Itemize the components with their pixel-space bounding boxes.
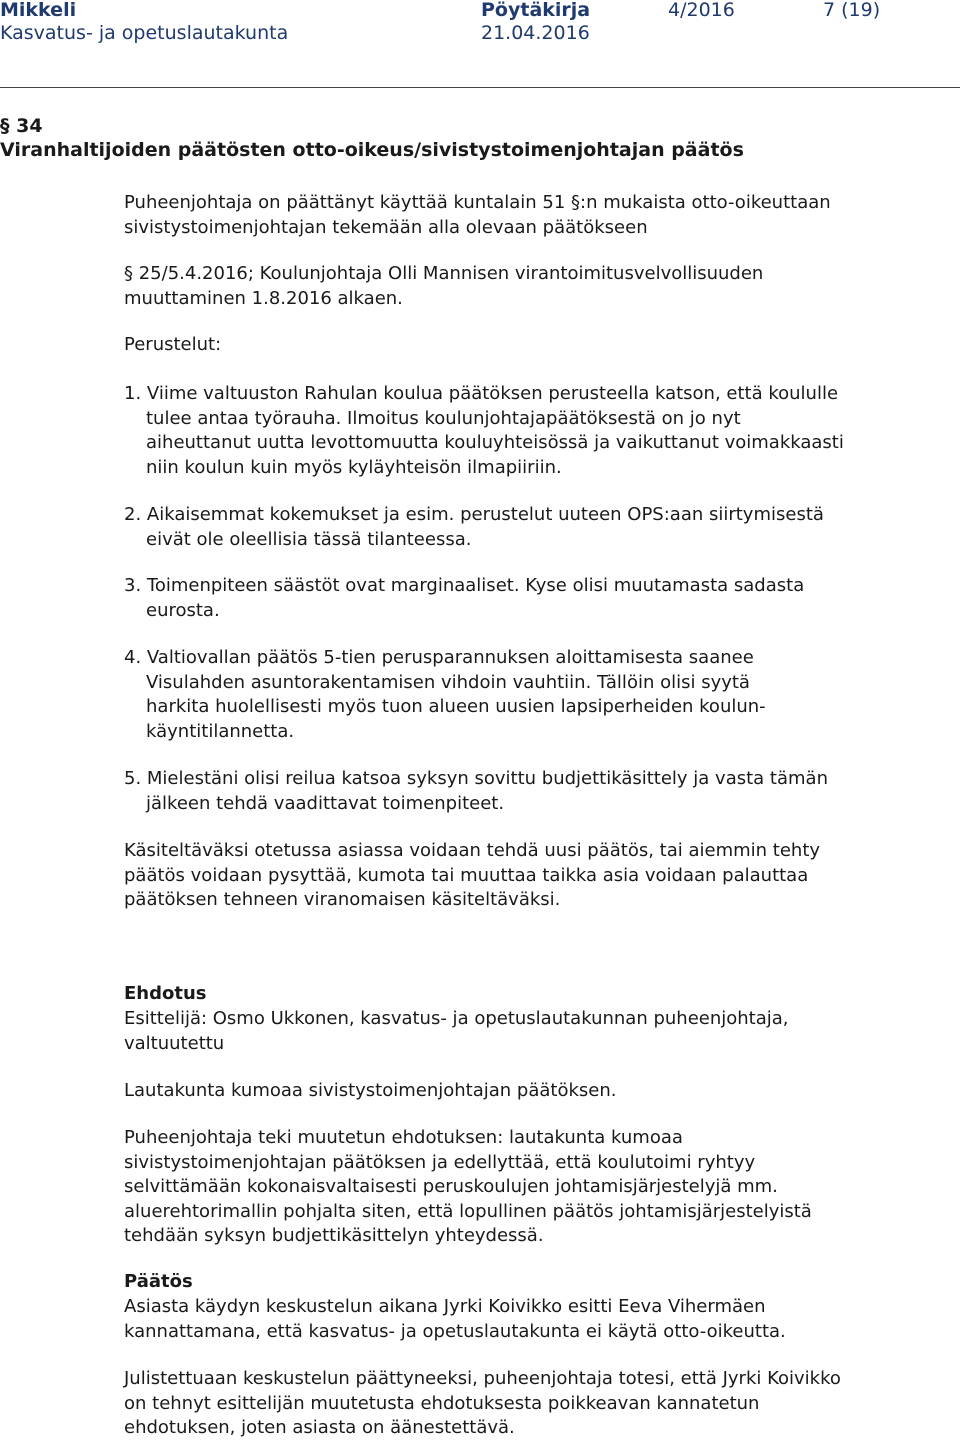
decision-heading: Päätös <box>124 1271 193 1292</box>
grounds-line: 1. Viime valtuuston Rahulan koulua päätöksen perusteella katson, että koululle <box>124 383 839 404</box>
process-line: päätöksen tehneen viranomaisen käsiteltäväksi. <box>124 889 561 910</box>
grounds-line: käyntitilannetta. <box>146 720 295 742</box>
header-page: 7 (19) <box>823 0 881 21</box>
grounds-line: 5. Mielestäni olisi reilua katsoa syksyn sovittu budjettikäsittely ja vasta tämän <box>124 768 828 789</box>
proposal-amended-line: selvittämään kokonaisvaltaisesti peruskoulujen johtamisjärjestelyjä mm. <box>124 1176 778 1197</box>
grounds-line: 4. Valtiovallan päätös 5-tien perusparannuksen aloittamisesta saanee <box>124 647 754 668</box>
decision-closing-line: on tehnyt esittelijän muutetusta ehdotuksesta poikkeavan kannatetun <box>124 1392 760 1414</box>
grounds-line: jälkeen tehdä vaadittavat toimenpiteet. <box>146 792 505 814</box>
proposal-heading: Ehdotus <box>124 983 207 1004</box>
section-number: § 34 <box>0 115 43 137</box>
header-divider <box>0 87 960 88</box>
grounds-line: Visulahden asuntorakentamisen vihdoin vauhtiin. Tällöin olisi syytä <box>146 671 750 693</box>
process-line: Käsiteltäväksi otetussa asiassa voidaan tehdä uusi päätös, tai aiemmin tehty <box>124 840 821 861</box>
decision-closing-line: ehdotuksen, joten asiasta on äänestettävä. <box>124 1417 515 1438</box>
grounds-item-3 <box>124 574 804 623</box>
header-date: 21.04.2016 <box>481 22 590 44</box>
grounds-item-4 <box>124 646 766 744</box>
process-line: päätös voidaan pysyttää, kumota tai muuttaa taikka asia voidaan palauttaa <box>124 864 809 886</box>
proposal-text: Lautakunta kumoaa sivistystoimenjohtajan päätöksen. <box>124 1080 617 1101</box>
grounds-line: eivät ole oleellisia tässä tilanteessa. <box>146 528 472 550</box>
grounds-item-2 <box>124 503 824 552</box>
header-doc-type: Pöytäkirja <box>481 0 591 21</box>
proposal-presenter <box>124 1007 789 1056</box>
proposal-amended-line: aluerehtorimallin pohjalta siten, että lopullinen päätös johtamisjärjestelyistä <box>124 1200 812 1222</box>
decision-reference-line: muuttaminen 1.8.2016 alkaen. <box>124 287 403 309</box>
proposal-presenter-line: Esittelijä: Osmo Ukkonen, kasvatus- ja opetuslautakunnan puheenjohtaja, <box>124 1008 789 1029</box>
grounds-line: niin koulun kuin myös kyläyhteisön ilmapiiriin. <box>146 456 562 478</box>
header-committee: Kasvatus- ja opetuslautakunta <box>0 22 289 44</box>
grounds-label: Perustelut: <box>124 334 222 355</box>
decision-line: kannattamana, että kasvatus- ja opetuslautakunta ei käytä otto-oikeutta. <box>124 1320 786 1342</box>
decision-reference-line: § 25/5.4.2016; Koulunjohtaja Olli Mannisen virantoimitusvelvollisuuden <box>124 263 764 284</box>
decision-line: Asiasta käydyn keskustelun aikana Jyrki Koivikko esitti Eeva Vihermäen <box>124 1296 766 1317</box>
proposal-amended-line: tehdään syksyn budjettikäsittelyn yhteydessä. <box>124 1225 544 1246</box>
proposal-amended <box>124 1126 812 1249</box>
intro-line: sivistystoimenjohtajan tekemään alla olevaan päätökseen <box>124 216 648 238</box>
process-paragraph <box>124 839 820 913</box>
grounds-item-5 <box>124 767 828 816</box>
intro-paragraph <box>124 191 831 240</box>
grounds-item-1 <box>124 382 844 480</box>
decision-reference <box>124 262 763 311</box>
proposal-amended-line: sivistystoimenjohtajan päätöksen ja edellyttää, että koulutoimi ryhtyy <box>124 1151 756 1173</box>
proposal-amended-line: Puheenjohtaja teki muutetun ehdotuksen: lautakunta kumoaa <box>124 1127 683 1148</box>
proposal-presenter-line: valtuutettu <box>124 1032 225 1054</box>
decision-text <box>124 1295 786 1344</box>
grounds-line: harkita huolellisesti myös tuon alueen uusien lapsiperheiden koulun- <box>146 696 766 717</box>
decision-closing <box>124 1367 841 1441</box>
decision-closing-line: Julistettuaan keskustelun päättyneeksi, puheenjohtaja totesi, että Jyrki Koivikko <box>124 1368 841 1389</box>
section-title: Viranhaltijoiden päätösten otto-oikeus/sivistystoimenjohtajan päätös <box>0 139 744 161</box>
grounds-line: aiheuttanut uutta levottomuutta kouluyhteisössä ja vaikuttanut voimakkaasti <box>146 432 844 453</box>
grounds-line: eurosta. <box>146 599 220 621</box>
header-issue: 4/2016 <box>668 0 735 21</box>
grounds-line: 2. Aikaisemmat kokemukset ja esim. perustelut uuteen OPS:aan siirtymisestä <box>124 504 824 525</box>
grounds-line: tulee antaa työrauha. Ilmoitus koulunjohtajapäätöksestä on jo nyt <box>146 407 741 429</box>
header-city: Mikkeli <box>0 0 77 21</box>
intro-line: Puheenjohtaja on päättänyt käyttää kuntalain 51 §:n mukaista otto-oikeuttaan <box>124 192 831 213</box>
grounds-line: 3. Toimenpiteen säästöt ovat marginaaliset. Kyse olisi muutamasta sadasta <box>124 575 805 596</box>
